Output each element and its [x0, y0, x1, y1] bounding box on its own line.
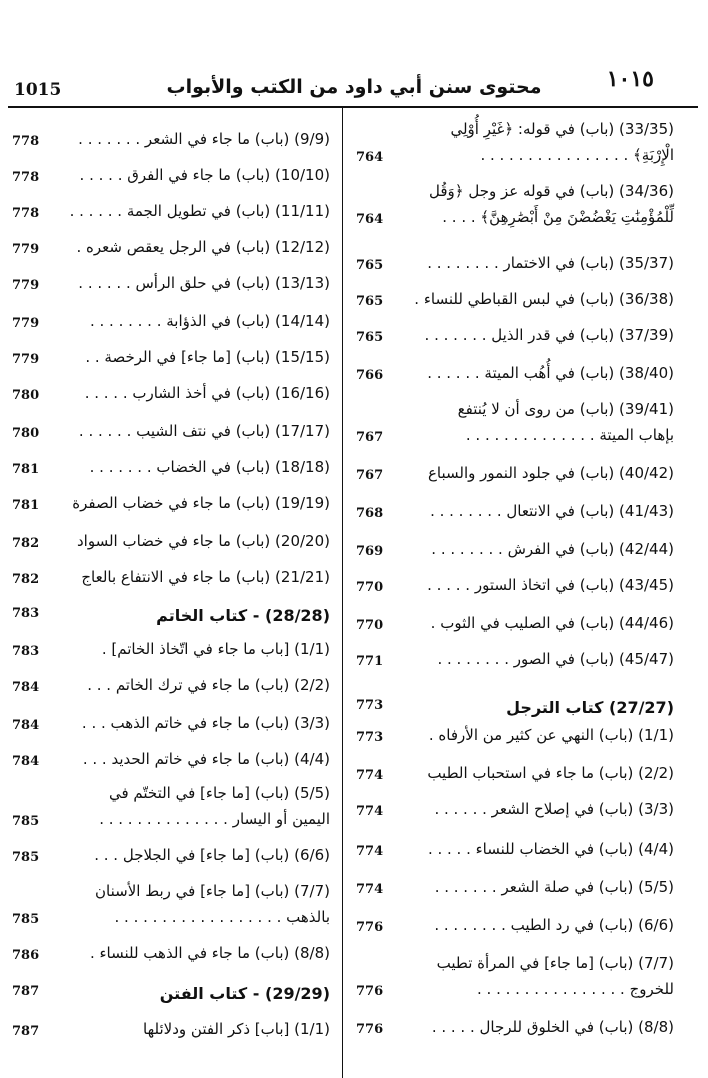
toc-entry-text-continued: بالذهب . . . . . . . . . . . . . . . . . . [114, 908, 330, 926]
toc-entry-text: (2/2) (باب) ما جاء في استحباب الطيب [427, 764, 674, 782]
toc-page-number: 765 [356, 258, 384, 273]
toc-entry-text: (33/35) (باب) في قوله: ﴿غَيْرِ أُوْلِي [450, 120, 674, 138]
toc-entry-text: (2/2) (باب) ما جاء في ترك الخاتم . . . [87, 676, 330, 694]
toc-entry-text: (38/40) (باب) في أُهُب الميتة . . . . . . [427, 364, 674, 382]
toc-heading-text: (27/27) كتاب الترجل [506, 698, 674, 717]
toc-entry-text: (45/47) (باب) في الصور . . . . . . . . [437, 650, 674, 668]
toc-page-number: 784 [12, 718, 40, 733]
toc-page-number: 783 [12, 644, 40, 659]
toc-entry-text: (44/46) (باب) في الصليب في الثوب . [430, 614, 674, 632]
toc-entry-text: (6/6) (باب) [ما جاء] في الجلاجل . . . [94, 846, 330, 864]
toc-page-number: 785 [12, 814, 40, 829]
toc-page-number: 778 [12, 170, 40, 185]
toc-page-number: 767 [356, 430, 384, 445]
toc-page-number: 785 [12, 912, 40, 927]
toc-page-number: 770 [356, 618, 384, 633]
toc-entry-text: (34/36) (باب) في قوله عز وجل ﴿وَقُل [429, 182, 674, 200]
toc-page-number: 779 [12, 352, 40, 367]
toc-entry-text: (11/11) (باب) في تطويل الجمة . . . . . . [69, 202, 330, 220]
toc-page-number: 774 [356, 804, 384, 819]
toc-page-number: 787 [12, 1024, 40, 1039]
toc-page-number: 773 [356, 730, 384, 745]
toc-entry-text: (15/15) (باب) [ما جاء] في الرخصة . . [85, 348, 330, 366]
page-header [0, 0, 708, 108]
toc-entry-text-continued: الْإِرْبَةِ﴾ . . . . . . . . . . . . . . . . [480, 146, 674, 164]
toc-page-number: 781 [12, 462, 40, 477]
toc-page-number: 774 [356, 844, 384, 859]
toc-entry-text-continued: بإهاب الميتة . . . . . . . . . . . . . . [465, 426, 674, 444]
toc-entry-text: (17/17) (باب) في نتف الشيب . . . . . . [78, 422, 330, 440]
toc-page-number: 787 [12, 984, 40, 999]
toc-entry-text: (42/44) (باب) في الفرش . . . . . . . . [431, 540, 674, 558]
toc-entry-text: (4/4) (باب) ما جاء في خاتم الحديد . . . [82, 750, 330, 768]
toc-entry-text: (18/18) (باب) في الخضاب . . . . . . . [89, 458, 330, 476]
toc-entry-text: (36/38) (باب) في لبس القباطي للنساء . [414, 290, 674, 308]
toc-page-number: 776 [356, 1022, 384, 1037]
page-number-latin: 1015 [14, 80, 62, 100]
toc-page-number: 773 [356, 698, 384, 713]
toc-page-number: 774 [356, 882, 384, 897]
toc-entry-text: (1/1) (باب) النهي عن كثير من الأرفاه . [428, 726, 674, 744]
toc-page-number: 779 [12, 278, 40, 293]
toc-entry-text: (39/41) (باب) من روى أن لا يُنتفع [457, 400, 674, 418]
toc-entry-text: (41/43) (باب) في الانتعال . . . . . . . . [430, 502, 674, 520]
toc-heading-text: (28/28) - كتاب الخاتم [156, 606, 330, 625]
toc-page-number: 778 [12, 134, 40, 149]
page-number-arabic: ١٠١٥ [606, 66, 654, 92]
toc-entry-text: (9/9) (باب) ما جاء في الشعر . . . . . . . [78, 130, 330, 148]
toc-page-number: 782 [12, 536, 40, 551]
toc-page-number: 765 [356, 294, 384, 309]
toc-page-number: 766 [356, 368, 384, 383]
toc-page-number: 774 [356, 768, 384, 783]
toc-page-number: 784 [12, 680, 40, 695]
toc-entry-text: (6/6) (باب) في رد الطيب . . . . . . . . [434, 916, 674, 934]
toc-page-number: 769 [356, 544, 384, 559]
toc-page-number: 781 [12, 498, 40, 513]
toc-entry-text: (21/21) (باب) ما جاء في الانتفاع بالعاج [81, 568, 330, 586]
toc-page-number: 770 [356, 580, 384, 595]
toc-entry-text: (10/10) (باب) ما جاء في الفرق . . . . . [79, 166, 330, 184]
toc-entry-text: (35/37) (باب) في الاختمار . . . . . . . . [427, 254, 674, 272]
toc-entry-text: (4/4) (باب) في الخضاب للنساء . . . . . [427, 840, 674, 858]
toc-entry-text: (5/5) (باب) [ما جاء] في التختّم في [108, 784, 330, 802]
toc-page-number: 779 [12, 242, 40, 257]
toc-entry-text: (43/45) (باب) في اتخاذ الستور . . . . . [427, 576, 674, 594]
toc-page-number: 782 [12, 572, 40, 587]
toc-entry-text: (8/8) (باب) ما جاء في الذهب للنساء . [89, 944, 330, 962]
toc-entry-text: (20/20) (باب) ما جاء في خضاب السواد [77, 532, 330, 550]
toc-page-number: 771 [356, 654, 384, 669]
toc-entry-text: (1/1) [باب] ذكر الفتن ودلائلها [143, 1020, 330, 1038]
toc-entry-text-continued: لِّلْمُؤْمِنَٰتِ يَغْضُضْنَ مِنْ أَبْصَٰرِهِنَّ﴾ . . . . [442, 208, 674, 226]
toc-entry-text: (40/42) (باب) في جلود النمور والسباع [427, 464, 674, 482]
toc-page-number: 776 [356, 984, 384, 999]
toc-page-number: 778 [12, 206, 40, 221]
toc-page-number: 780 [12, 388, 40, 403]
toc-page-number: 776 [356, 920, 384, 935]
toc-entry-text: (12/12) (باب) في الرجل يعقص شعره . [76, 238, 330, 256]
toc-heading-text: (29/29) - كتاب الفتن [159, 984, 330, 1003]
toc-entry-text: (14/14) (باب) في الذؤابة . . . . . . . . [89, 312, 330, 330]
toc-entry-text: (8/8) (باب) في الخلوق للرجال . . . . . [431, 1018, 674, 1036]
toc-page-number: 765 [356, 330, 384, 345]
toc-page-number: 779 [12, 316, 40, 331]
column-divider [342, 108, 343, 1078]
toc-entry-text: (1/1) [باب ما جاء في اتّخاذ الخاتم] . [101, 640, 330, 658]
toc-page-number: 785 [12, 850, 40, 865]
toc-page-number: 764 [356, 212, 384, 227]
toc-entry-text: (5/5) (باب) في صلة الشعر . . . . . . . [434, 878, 674, 896]
toc-entry-text: (13/13) (باب) في حلق الرأس . . . . . . [78, 274, 330, 292]
toc-page-number: 768 [356, 506, 384, 521]
toc-entry-text: (19/19) (باب) ما جاء في خضاب الصفرة [72, 494, 330, 512]
toc-entry-text-continued: للخروج . . . . . . . . . . . . . . . . [477, 980, 674, 998]
toc-entry-text-continued: اليمين أو اليسار . . . . . . . . . . . . . . [99, 810, 330, 828]
toc-page-number: 784 [12, 754, 40, 769]
left-column [6, 108, 338, 1078]
toc-entry-text: (37/39) (باب) في قدر الذيل . . . . . . . [424, 326, 674, 344]
toc-page-number: 780 [12, 426, 40, 441]
toc-page-number: 767 [356, 468, 384, 483]
toc-entry-text: (3/3) (باب) في إصلاح الشعر . . . . . . [434, 800, 674, 818]
toc-page-number: 786 [12, 948, 40, 963]
toc-entry-text: (7/7) (باب) [ما جاء] في المرأة تطيب [436, 954, 674, 972]
right-column [350, 108, 682, 1078]
page-title: محتوى سنن أبي داود من الكتب والأبواب [166, 76, 542, 98]
toc-entry-text: (16/16) (باب) في أخذ الشارب . . . . . [84, 384, 330, 402]
toc-entry-text: (7/7) (باب) [ما جاء] في ربط الأسنان [95, 882, 330, 900]
toc-page-number: 783 [12, 606, 40, 621]
toc-page-number: 764 [356, 150, 384, 165]
toc-entry-text: (3/3) (باب) ما جاء في خاتم الذهب . . . [81, 714, 330, 732]
